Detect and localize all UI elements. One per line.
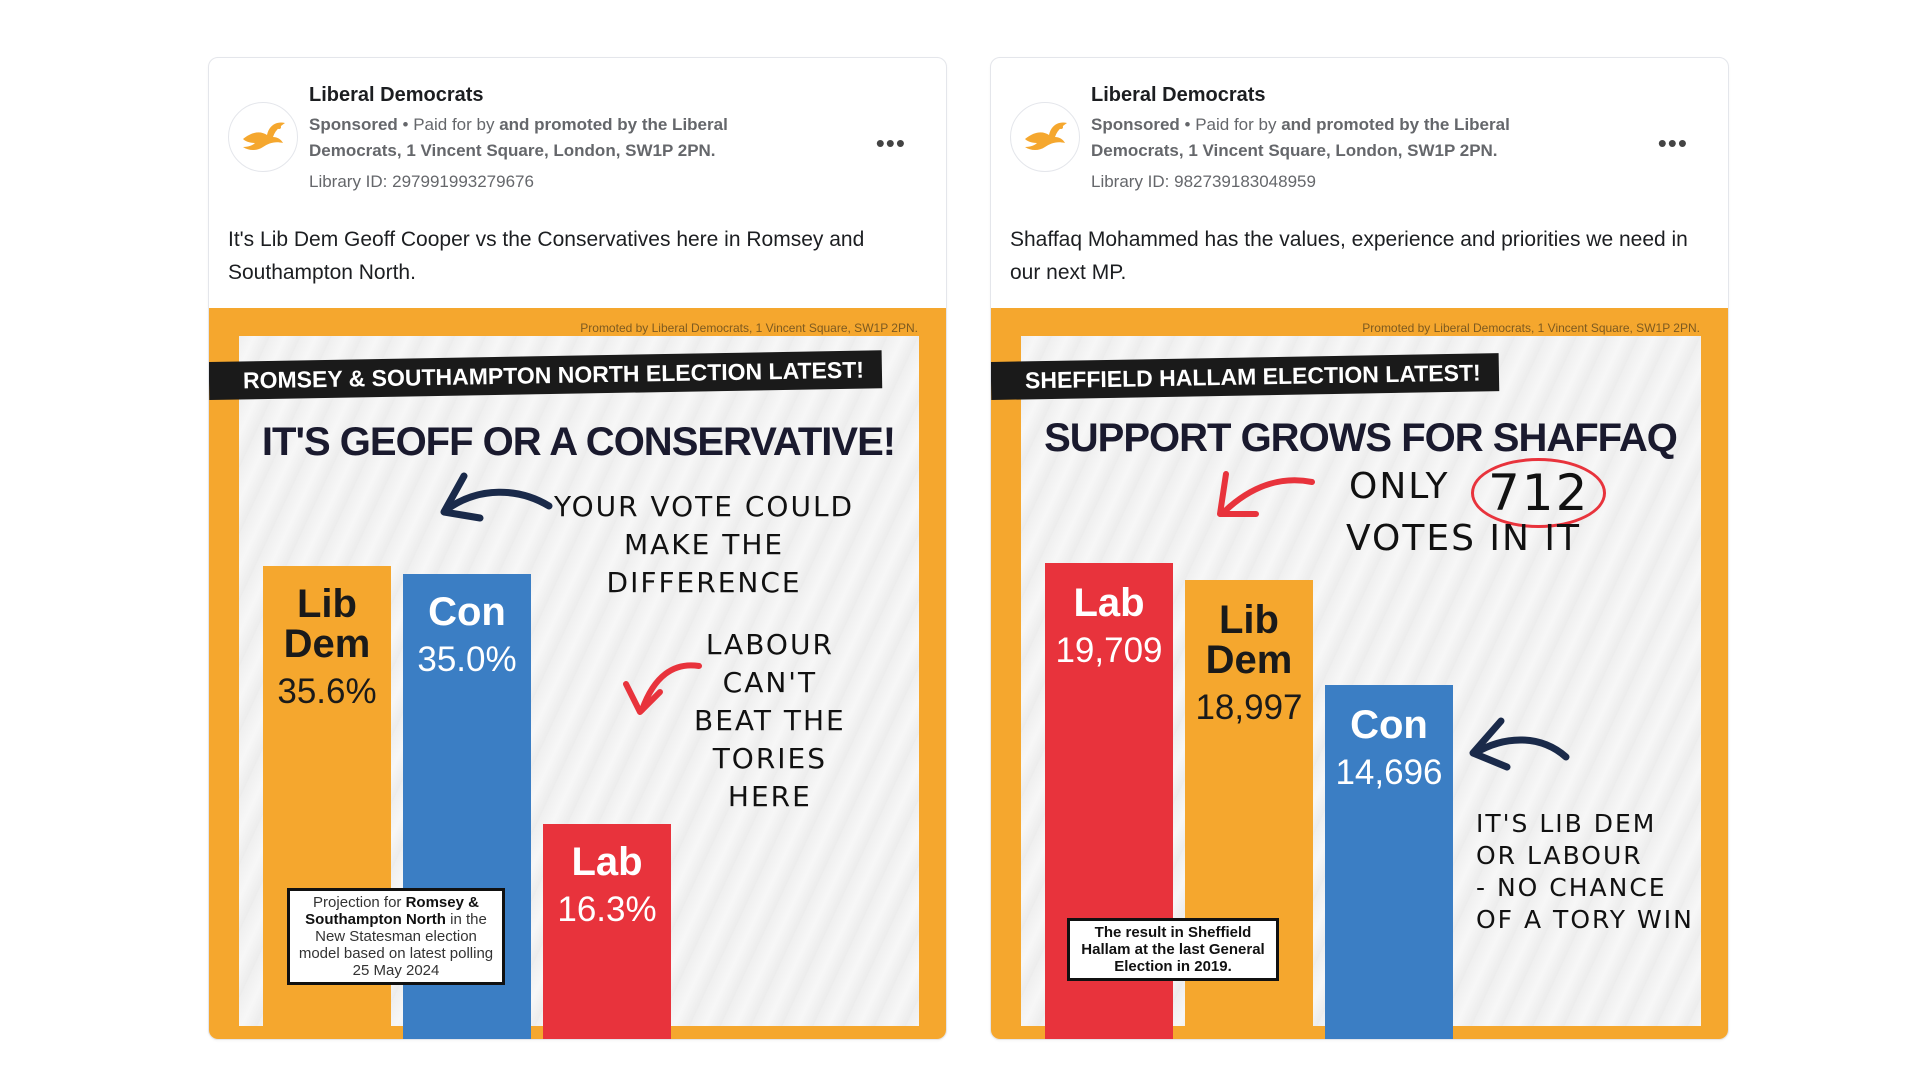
callout-no-tory-win: IT'S LIB DEM OR LABOUR - NO CHANCE OF A TORY WIN: [1476, 809, 1694, 934]
bar-value: 19,709: [1055, 631, 1163, 670]
advertiser-avatar[interactable]: [1010, 102, 1080, 172]
arrow-to-libdem-icon: [1206, 456, 1316, 526]
paid-for-text: and promoted by the Liberal Democrats, 1 Vincent Square, London, SW1P 2PN.: [1091, 115, 1510, 160]
bar-value: 18,997: [1195, 688, 1303, 728]
bar-value: 14,696: [1335, 752, 1443, 792]
creative-headline: IT'S GEOFF OR A CONSERVATIVE!: [261, 420, 896, 464]
ad-card-romsey: [208, 57, 947, 1040]
bar-label: Lib Dem: [283, 582, 371, 666]
arrow-to-con-icon: [434, 468, 554, 528]
ad-body-text: It's Lib Dem Geoff Cooper vs the Conservatives here in Romsey and Southampton North.: [228, 228, 865, 284]
note-bold: Romsey & Southampton North: [305, 894, 479, 928]
sponsored-label: Sponsored: [1091, 115, 1180, 134]
election-banner: SHEFFIELD HALLAM ELECTION LATEST!: [991, 353, 1499, 400]
creative-headline: SUPPORT GROWS FOR SHAFFAQ: [1044, 416, 1677, 460]
paid-for-text: and promoted by the Liberal Democrats, 1 Vincent Square, London, SW1P 2PN.: [309, 115, 728, 160]
paid-for-prefix: • Paid for by: [1184, 115, 1277, 134]
bar-lab: [543, 824, 671, 1041]
election-banner: ROMSEY & SOUTHAMPTON NORTH ELECTION LATEST!: [209, 350, 882, 400]
note-prefix: Projection for: [313, 894, 402, 911]
libdem-bird-logo-icon: [1021, 117, 1069, 157]
arrow-to-con-icon: [1461, 713, 1571, 773]
more-options-icon[interactable]: •••: [1657, 128, 1688, 158]
libdem-bird-logo-icon: [239, 117, 287, 157]
library-id: Library ID: 297991993279676: [309, 172, 534, 191]
bar-value: 35.6%: [277, 672, 377, 711]
advertiser-name[interactable]: Liberal Democrats: [1091, 84, 1266, 106]
promoted-by-text: Promoted by Liberal Democrats, 1 Vincent Square, SW1P 2PN.: [580, 321, 918, 335]
callout-only: ONLY: [1349, 466, 1450, 507]
library-id: Library ID: 982739183048959: [1091, 172, 1316, 191]
result-note: The result in Sheffield Hallam at the last General Election in 2019.: [1067, 918, 1279, 981]
sponsored-label: Sponsored: [309, 115, 398, 134]
bar-con: [1325, 685, 1453, 1040]
ad-creative-image[interactable]: [209, 308, 947, 1040]
sponsor-disclaimer: [309, 112, 789, 164]
callout-712: 712: [1471, 458, 1606, 528]
ad-creative-image[interactable]: [991, 308, 1729, 1040]
bar-label: Con: [1350, 702, 1428, 747]
advertiser-avatar[interactable]: [228, 102, 298, 172]
ad-card-sheffield: [990, 57, 1729, 1040]
bar-label: Lib Dem: [1205, 598, 1293, 683]
bar-label: Lab: [1073, 581, 1145, 625]
bar-label: Con: [428, 590, 506, 634]
callout-votes-in-it: VOTES IN IT: [1346, 518, 1581, 559]
advertiser-name[interactable]: Liberal Democrats: [309, 84, 484, 106]
promoted-by-text: Promoted by Liberal Democrats, 1 Vincent Square, SW1P 2PN.: [1362, 321, 1700, 335]
ad-body-text: Shaffaq Mohammed has the values, experience and priorities we need in our next MP.: [1010, 228, 1688, 284]
paid-for-prefix: • Paid for by: [402, 115, 495, 134]
more-options-icon[interactable]: •••: [875, 128, 906, 158]
bar-value: 35.0%: [417, 640, 517, 679]
bar-label: Lab: [571, 839, 643, 884]
note-rest: in the New Statesman election model based on latest polling 25 May 2024: [298, 911, 494, 979]
projection-note: [287, 888, 505, 985]
arrow-to-lab-icon: [614, 648, 704, 718]
bar-value: 16.3%: [557, 889, 657, 929]
callout-labour-cant: LABOUR CAN'T BEAT THE TORIES HERE: [694, 628, 846, 813]
callout-your-vote: YOUR VOTE COULD MAKE THE DIFFERENCE: [554, 490, 855, 599]
sponsor-disclaimer: [1091, 112, 1571, 164]
